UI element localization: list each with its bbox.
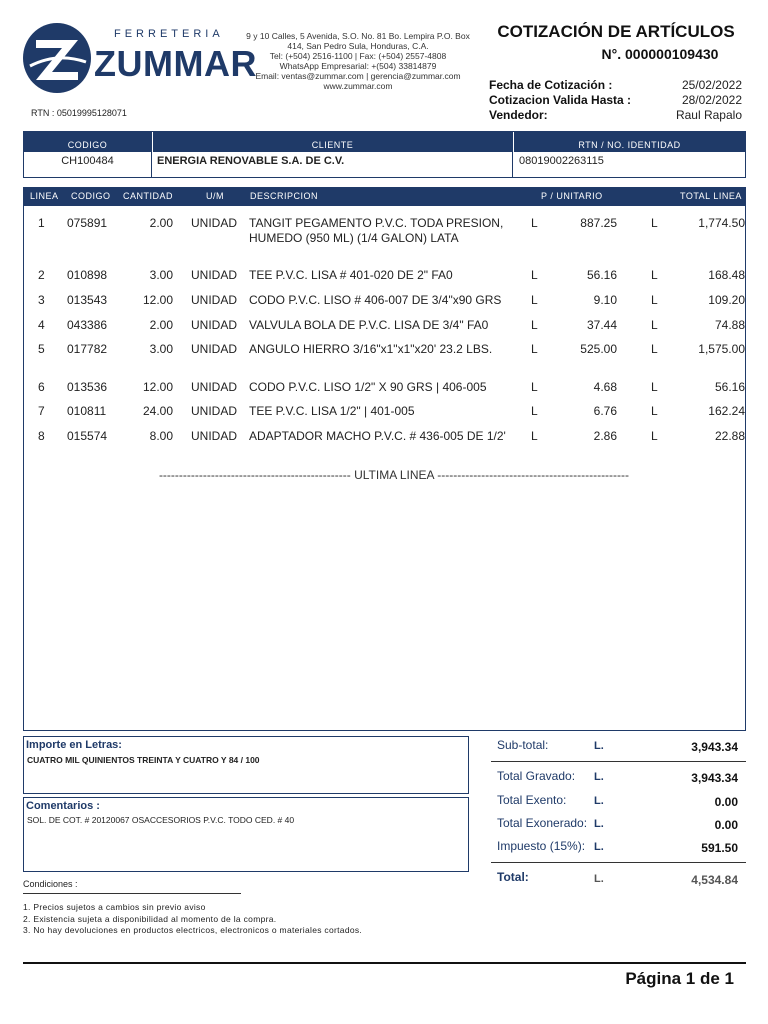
subtotal-label: Sub-total: (497, 738, 549, 752)
cell-unitario: 56.16 (586, 268, 617, 282)
header-linea: LINEA (30, 191, 59, 201)
cell-codigo: 013543 (67, 293, 108, 307)
cell-linea: 5 (38, 342, 45, 356)
cell-total: 109.20 (708, 293, 745, 307)
cell-um: UNIDAD (191, 293, 238, 307)
cell-unitario: 6.76 (593, 404, 617, 418)
condicion-item: 1. Precios sujetos a cambios sin previo aviso (23, 902, 206, 912)
cell-cantidad: 12.00 (142, 293, 173, 307)
exonerado-value: 0.00 (714, 818, 738, 832)
cell-um: UNIDAD (191, 404, 238, 418)
header-unitario: P / UNITARIO (541, 191, 603, 201)
gravado-label: Total Gravado: (497, 769, 576, 783)
impuesto-currency: L. (594, 841, 604, 853)
impuesto-value: 591.50 (701, 841, 738, 855)
importe-text: CUATRO MIL QUINIENTOS TREINTA Y CUATRO Y 84 / 100 (27, 755, 260, 765)
cell-total: 162.24 (708, 404, 745, 418)
cell-total: 56.16 (714, 380, 745, 394)
address-line: WhatsApp Empresarial: +(504) 33814879 (279, 61, 437, 71)
exonerado-currency: L. (594, 818, 604, 830)
subtotal-currency: L. (594, 740, 604, 752)
cell-codigo: 010898 (67, 268, 108, 282)
cell-total: 1,774.50 (698, 216, 745, 230)
codigo-header: CODIGO (24, 132, 151, 152)
cell-linea: 6 (38, 380, 45, 394)
address-line: 9 y 10 Calles, 5 Avenida, S.O. No. 81 Bo. Lempira P.O. Box (246, 31, 470, 41)
cell-currency: L (531, 404, 538, 418)
cell-cantidad: 12.00 (142, 380, 173, 394)
importe-label: Importe en Letras: (26, 739, 122, 751)
condiciones-title: Condiciones : (23, 879, 78, 889)
cell-unitario: 4.68 (593, 380, 617, 394)
cell-currency: L (531, 342, 538, 356)
cell-linea: 8 (38, 429, 45, 443)
cell-currency: L (531, 318, 538, 332)
rtn-header: RTN / NO. IDENTIDAD (514, 132, 745, 152)
cell-currency: L (651, 429, 658, 443)
impuesto-label: Impuesto (15%): (497, 839, 586, 853)
cell-um: UNIDAD (191, 380, 238, 394)
totals-divider (491, 862, 746, 863)
exento-label: Total Exento: (497, 793, 567, 807)
items-table (23, 187, 746, 731)
brand-name: ZUMMAR (94, 43, 257, 84)
header-cantidad: CANTIDAD (123, 191, 174, 201)
exento-currency: L. (594, 795, 604, 807)
cell-total: 74.88 (714, 318, 745, 332)
client-code: CH100484 (61, 155, 114, 167)
cell-codigo: 043386 (67, 318, 108, 332)
cell-cantidad: 3.00 (149, 268, 173, 282)
cell-descripcion: TEE P.V.C. LISA # 401-020 DE 2" FA0 (249, 268, 453, 282)
ultima-linea-marker: ------------------------------------------------ ULTIMA LINEA ------------------------------------------------ (158, 468, 630, 482)
header-total: TOTAL LINEA (680, 191, 742, 201)
cell-codigo: 013536 (67, 380, 108, 394)
cell-cantidad: 24.00 (142, 404, 173, 418)
page-number: Página 1 de 1 (625, 969, 734, 988)
cell-currency: L (651, 268, 658, 282)
zummar-emblem-icon (22, 22, 92, 94)
company-address (236, 31, 480, 91)
cell-um: UNIDAD (191, 318, 238, 332)
address-line: 414, San Pedro Sula, Honduras, C.A. (287, 41, 429, 51)
cell-currency: L (531, 268, 538, 282)
cell-unitario: 9.10 (593, 293, 617, 307)
header-codigo: CODIGO (71, 191, 111, 201)
cell-unitario: 2.86 (593, 429, 617, 443)
gravado-currency: L. (594, 771, 604, 783)
totals-divider (491, 761, 746, 762)
comentarios-text: SOL. DE COT. # 20120067 OSACCESORIOS P.V.C. TODO CED. # 40 (27, 815, 295, 825)
subtotal-value: 3,943.34 (691, 740, 738, 754)
cell-total: 22.88 (714, 429, 745, 443)
total-currency: L. (594, 873, 604, 885)
address-line: Tel: (+504) 2516-1100 | Fax: (+504) 2557-4808 (269, 51, 447, 61)
cell-descripcion: CODO P.V.C. LISO # 406-007 DE 3/4"x90 GRS (249, 293, 502, 307)
cell-codigo: 010811 (67, 404, 107, 418)
cell-um: UNIDAD (191, 429, 238, 443)
client-info-band (23, 131, 746, 178)
cell-descripcion: VALVULA BOLA DE P.V.C. LISA DE 3/4" FA0 (249, 318, 489, 332)
cell-codigo: 015574 (67, 429, 108, 443)
cell-descripcion: CODO P.V.C. LISO 1/2" X 90 GRS | 406-005 (249, 380, 487, 394)
cell-cantidad: 2.00 (149, 318, 173, 332)
brand-subtitle: FERRETERIA (114, 28, 224, 40)
cell-currency: L (531, 293, 538, 307)
company-rtn: RTN : 05019995128071 (31, 108, 127, 118)
comentarios-box (23, 797, 469, 872)
document-number: N°. 000000109430 (601, 46, 719, 62)
total-label: Total: (497, 870, 529, 884)
comentarios-label: Comentarios : (26, 800, 100, 812)
exonerado-label: Total Exonerado: (497, 816, 588, 830)
column-divider (151, 132, 152, 177)
exento-value: 0.00 (714, 795, 738, 809)
fecha-value: 25/02/2022 (681, 78, 742, 92)
cell-currency: L (531, 429, 538, 443)
condiciones-underline (23, 893, 241, 894)
vendedor-label: Vendedor: (489, 108, 548, 122)
cliente-header: CLIENTE (153, 132, 512, 152)
cell-currency: L (531, 380, 538, 394)
cell-total: 168.48 (708, 268, 745, 282)
cell-descripcion: TEE P.V.C. LISA 1/2" | 401-005 (249, 404, 415, 418)
cell-linea: 3 (38, 293, 45, 307)
importe-box (23, 736, 469, 794)
footer-rule (23, 962, 746, 964)
fecha-label: Fecha de Cotización : (489, 78, 613, 92)
cell-currency: L (651, 380, 658, 394)
cell-cantidad: 2.00 (149, 216, 173, 230)
valida-label: Cotizacion Valida Hasta : (489, 93, 632, 107)
header-um: U/M (206, 191, 224, 201)
cell-currency: L (531, 216, 538, 230)
cell-currency: L (651, 293, 658, 307)
cell-unitario: 37.44 (586, 318, 617, 332)
total-value: 4,534.84 (691, 873, 738, 887)
cell-currency: L (651, 216, 658, 230)
condicion-item: 2. Existencia sujeta a disponibilidad al momento de la compra. (23, 914, 277, 924)
condicion-item: 3. No hay devoluciones en productos electricos, electronicos o materiales cortados. (23, 925, 363, 935)
client-rtn: 08019002263115 (519, 155, 604, 167)
address-line: Email: ventas@zummar.com | gerencia@zummar.com (255, 71, 461, 81)
cell-um: UNIDAD (191, 342, 238, 356)
cell-unitario: 525.00 (580, 342, 617, 356)
cell-unitario: 887.25 (580, 216, 617, 230)
cell-um: UNIDAD (191, 268, 238, 282)
items-header-row (24, 188, 745, 206)
cell-currency: L (651, 404, 658, 418)
cell-codigo: 075891 (67, 216, 108, 230)
address-line: www.zummar.com (323, 81, 393, 91)
cell-descripcion: ANGULO HIERRO 3/16"x1"x1"x20' 23.2 LBS. (249, 342, 493, 356)
cell-total: 1,575.00 (698, 342, 745, 356)
cell-currency: L (651, 318, 658, 332)
column-divider (512, 132, 513, 177)
cell-linea: 1 (38, 216, 45, 230)
cell-um: UNIDAD (191, 216, 238, 230)
gravado-value: 3,943.34 (691, 771, 738, 785)
cell-descripcion: ADAPTADOR MACHO P.V.C. # 436-005 DE 1/2' (249, 429, 506, 443)
cell-cantidad: 3.00 (149, 342, 173, 356)
cell-currency: L (651, 342, 658, 356)
client-name: ENERGIA RENOVABLE S.A. DE C.V. (157, 155, 345, 167)
vendedor-value: Raul Rapalo (675, 108, 742, 122)
cell-linea: 7 (38, 404, 45, 418)
valida-value: 28/02/2022 (681, 93, 742, 107)
cell-descripcion: TANGIT PEGAMENTO P.V.C. TODA PRESION, HUMEDO (950 ML) (1/4 GALON) LATA (249, 216, 504, 245)
company-logo (22, 22, 257, 94)
cell-linea: 4 (38, 318, 45, 332)
document-title: COTIZACIÓN DE ARTÍCULOS (497, 22, 735, 41)
cell-codigo: 017782 (67, 342, 108, 356)
cell-cantidad: 8.00 (149, 429, 173, 443)
cell-linea: 2 (38, 268, 45, 282)
header-descripcion: DESCRIPCION (250, 191, 319, 201)
